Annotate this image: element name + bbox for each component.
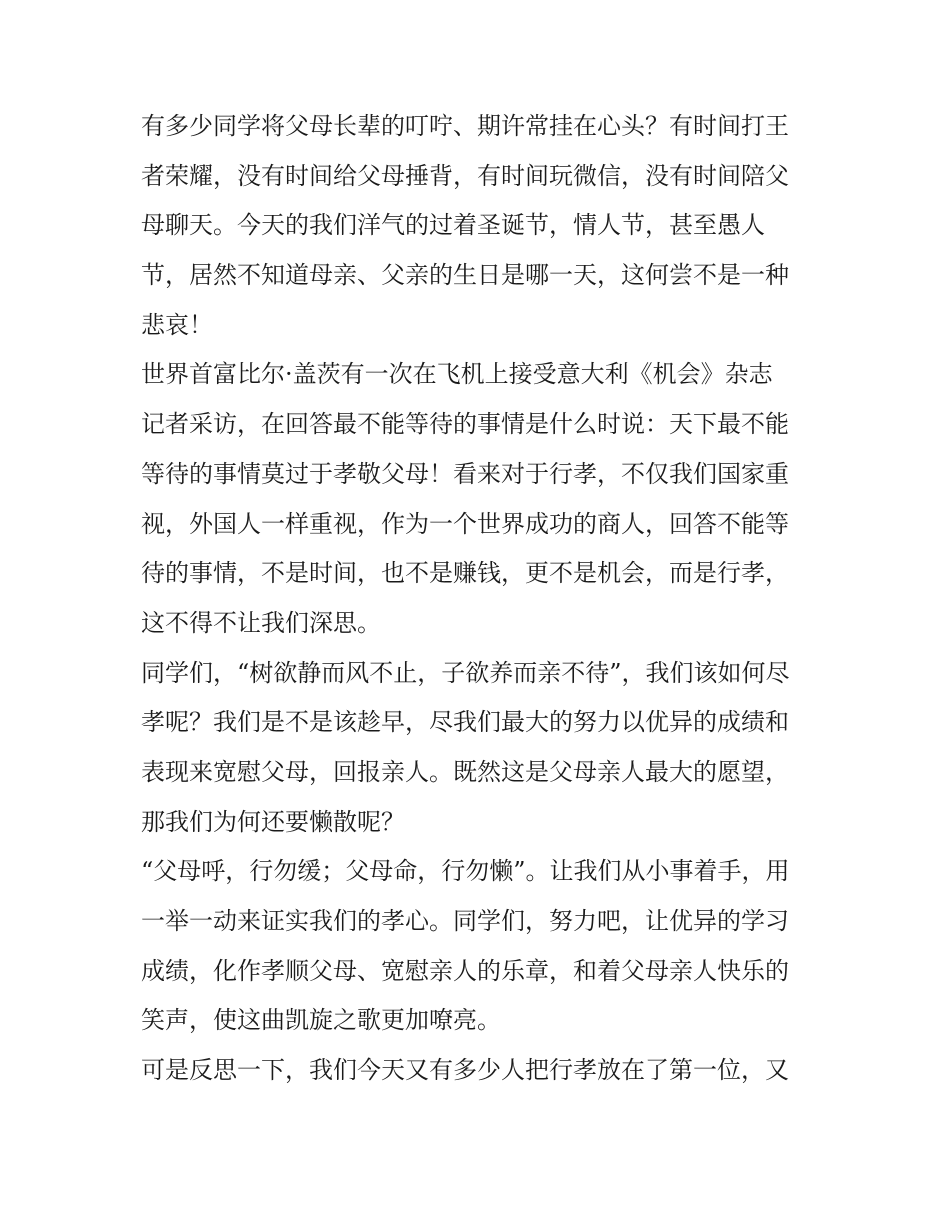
text-line: 成绩，化作孝顺父母、宽慰亲人的乐章，和着父母亲人快乐的 xyxy=(141,956,789,985)
text-line: 同学们，“树欲静而风不止，子欲养而亲不待”，我们该如何尽 xyxy=(141,658,790,687)
text-line: 记者采访，在回答最不能等待的事情是什么时说：天下最不能 xyxy=(141,410,789,439)
document-body xyxy=(141,102,813,1096)
text-line: 这不得不让我们深思。 xyxy=(141,608,381,637)
text-line: 等待的事情莫过于孝敬父母！看来对于行孝，不仅我们国家重 xyxy=(141,459,789,488)
text-line: 那我们为何还要懒散呢？ xyxy=(141,807,405,836)
text-line: 节，居然不知道母亲、父亲的生日是哪一天，这何尝不是一种 xyxy=(141,261,789,290)
text-line: 视，外国人一样重视，作为一个世界成功的商人，回答不能等 xyxy=(141,509,789,538)
text-line: “父母呼，行勿缓；父母命，行勿懒”。让我们从小事着手，用 xyxy=(141,857,790,886)
text-line: 世界首富比尔·盖茨有一次在飞机上接受意大利《机会》杂志 xyxy=(141,360,773,389)
text-line: 有多少同学将父母长辈的叮咛、期许常挂在心头？有时间打王 xyxy=(141,112,789,140)
text-line: 悲哀！ xyxy=(141,310,213,339)
text-line: 母聊天。今天的我们洋气的过着圣诞节，情人节，甚至愚人 xyxy=(141,211,765,240)
text-line: 者荣耀，没有时间给父母捶背，有时间玩微信，没有时间陪父 xyxy=(141,161,789,190)
text-line: 一举一动来证实我们的孝心。同学们，努力吧，让优异的学习 xyxy=(141,907,789,935)
text-line: 可是反思一下，我们今天又有多少人把行孝放在了第一位，又 xyxy=(141,1056,789,1085)
text-line: 孝呢？我们是不是该趁早，尽我们最大的努力以优异的成绩和 xyxy=(141,708,789,737)
text-line: 笑声，使这曲凯旋之歌更加嘹亮。 xyxy=(141,1006,501,1035)
text-line: 待的事情，不是时间，也不是赚钱，更不是机会，而是行孝， xyxy=(141,559,789,588)
text-line: 表现来宽慰父母，回报亲人。既然这是父母亲人最大的愿望， xyxy=(141,757,789,786)
